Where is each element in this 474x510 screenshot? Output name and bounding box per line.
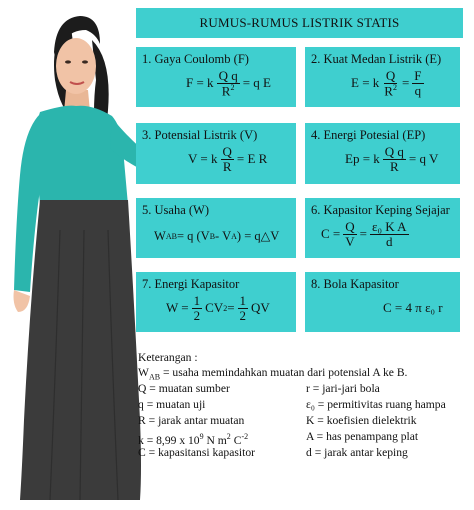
card-heading: 5. Usaha (W) [142, 203, 209, 217]
page-title: RUMUS-RUMUS LISTRIK STATIS [199, 15, 400, 30]
card-kuat-medan [305, 47, 460, 107]
formula-kapasitor-keping: C = $\frac{Q}{V}$ = $\frac{\text{ε₀ K A}}{d}$ [321, 219, 407, 249]
card-heading: 3. Potensial Listrik (V) [142, 128, 258, 142]
formula-energi-potensial: Ep = k $\frac{\text{Q q}}{R}$ = q V [345, 144, 439, 174]
card-usaha [136, 198, 296, 258]
delta-symbol: △V [260, 229, 280, 243]
legend-heading: Keterangan : [138, 351, 198, 364]
card-gaya-coulomb [136, 47, 296, 107]
title-banner [136, 8, 463, 38]
formula-gaya-coulomb: F = k $\frac{\text{Q q}}{R^2}$ = q E [186, 68, 271, 98]
legend-item: R = jarak antar muatan [138, 414, 245, 427]
card-energi-kapasitor [136, 272, 296, 332]
card-energi-potensial [305, 123, 460, 184]
card-kapasitor-keping [305, 198, 460, 258]
formula-bola-kapasitor: C = 4 π ε₀ r [383, 300, 443, 315]
legend-wab: $W_{AB}$ = usaha memindahkan muatan dari potensial A ke B. [138, 366, 408, 382]
card-potensial-listrik [136, 123, 296, 184]
formula-potensial-listrik: V = k $\frac{Q}{R}$ = E R [188, 144, 268, 174]
card-heading: 4. Energi Potesial (EP) [311, 128, 426, 142]
legend-item: ε₀ = permitivitas ruang hampa [306, 398, 446, 411]
card-heading: 8. Bola Kapasitor [311, 277, 399, 291]
card-heading: 1. Gaya Coulomb (F) [142, 52, 249, 66]
legend-item: C = kapasitansi kapasitor [138, 446, 255, 459]
legend-item: Q = muatan sumber [138, 382, 230, 395]
formula-energi-kapasitor: W = $\frac{1}{2}$ CV 2 = $\frac{1}{2}$ QV [166, 293, 270, 323]
formula-kuat-medan: E = k $\frac{Q}{R^2}$ = $\frac{F}{q}$ [351, 68, 422, 98]
card-heading: 6. Kapasitor Keping Sejajar [311, 203, 450, 217]
legend-item: d = jarak antar keping [306, 446, 408, 459]
legend-item: A = has penampang plat [306, 430, 419, 443]
legend-item: K = koefisien dielektrik [306, 414, 417, 427]
legend-item: q = muatan uji [138, 398, 206, 411]
formula-usaha: W AB = q (V B - V A ) = q △V [154, 228, 280, 243]
card-heading: 7. Energi Kapasitor [142, 277, 240, 291]
legend-item-k: k = 8,99 x $10^9$ N $m^2$ $C^{-2}$ [138, 432, 249, 447]
card-heading: 2. Kuat Medan Listrik (E) [311, 52, 442, 66]
legend-item: r = jari-jari bola [306, 382, 380, 395]
card-bola-kapasitor [305, 272, 460, 332]
